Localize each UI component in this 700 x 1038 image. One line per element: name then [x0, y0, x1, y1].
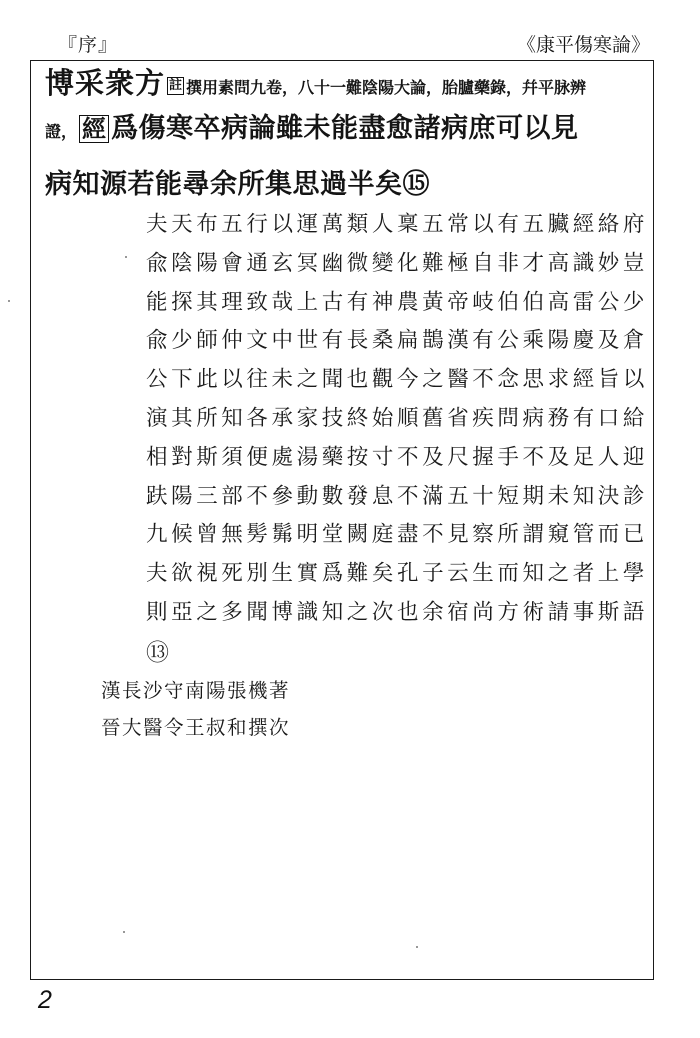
heading-large-text: 爲傷寒卒病論雖未能盡愈諸病庶可以見	[111, 113, 579, 144]
author-line: 漢長沙守南陽張機著	[101, 679, 291, 702]
body-line: 相對斯須便處湯藥按寸不及尺握手不及足人迎	[146, 444, 649, 470]
classic-box: 經	[79, 115, 109, 143]
body-line: 兪陰陽會通玄冥幽微變化難極自非才高識妙豈	[146, 250, 649, 276]
heading-line-3	[45, 167, 645, 213]
heading-line-1	[45, 66, 645, 109]
body-line: 能探其理致哉上古有神農黃帝岐伯伯高雷公少	[146, 289, 649, 315]
heading-small-text: 撰用素問九卷，八十一難陰陽大論，胎臚藥錄，幷平脉辨	[186, 78, 587, 97]
heading-small-text: 證，	[45, 122, 78, 141]
body-line: 則亞之多聞博識知之次也余宿尚方術請事斯語	[146, 599, 649, 625]
body-text	[146, 209, 656, 675]
heading-line-2	[45, 109, 645, 167]
author-block	[101, 676, 290, 750]
section-number-mark: ⑮	[402, 169, 430, 200]
heading-large-text: 病知源若能尋余所集思過半矣	[45, 169, 403, 200]
scan-speck	[416, 946, 418, 948]
page-frame	[30, 60, 654, 980]
end-number-mark: ⑬	[146, 639, 173, 666]
author-line: 晉大醫令王叔和撰次	[101, 716, 291, 739]
heading-large-text: 博采衆方	[45, 66, 166, 100]
body-line: 公下此以往未之聞也觀今之醫不念思求經旨以	[146, 367, 649, 393]
scan-speck	[125, 256, 127, 258]
body-line: 九候曾無髣髴明堂闕庭盡不見察所謂窺管而已	[146, 522, 649, 548]
body-line: 夫天布五行以運萬類人稟五常以有五臟經絡府	[146, 212, 649, 237]
body-line: 趺陽三部不參動數發息不滿五十短期未知決診	[146, 483, 649, 509]
body-line: 夫欲視死別生實爲難矣孔子云生而知之者上學	[146, 561, 649, 587]
annotation-box: 註	[167, 77, 184, 95]
page-number: 2	[38, 986, 52, 1014]
heading-block	[45, 66, 645, 213]
body-line: 演其所知各承家技終始順舊省疾問病務有口給	[146, 405, 649, 431]
header-section-title: 『序』	[58, 34, 119, 56]
scan-speck	[8, 300, 10, 302]
header-book-title: 《康平傷寒論》	[516, 34, 650, 56]
body-line: 兪少師仲文中世有長桑扁鵲漢有公乘陽慶及倉	[146, 328, 649, 354]
scan-speck	[123, 931, 125, 933]
